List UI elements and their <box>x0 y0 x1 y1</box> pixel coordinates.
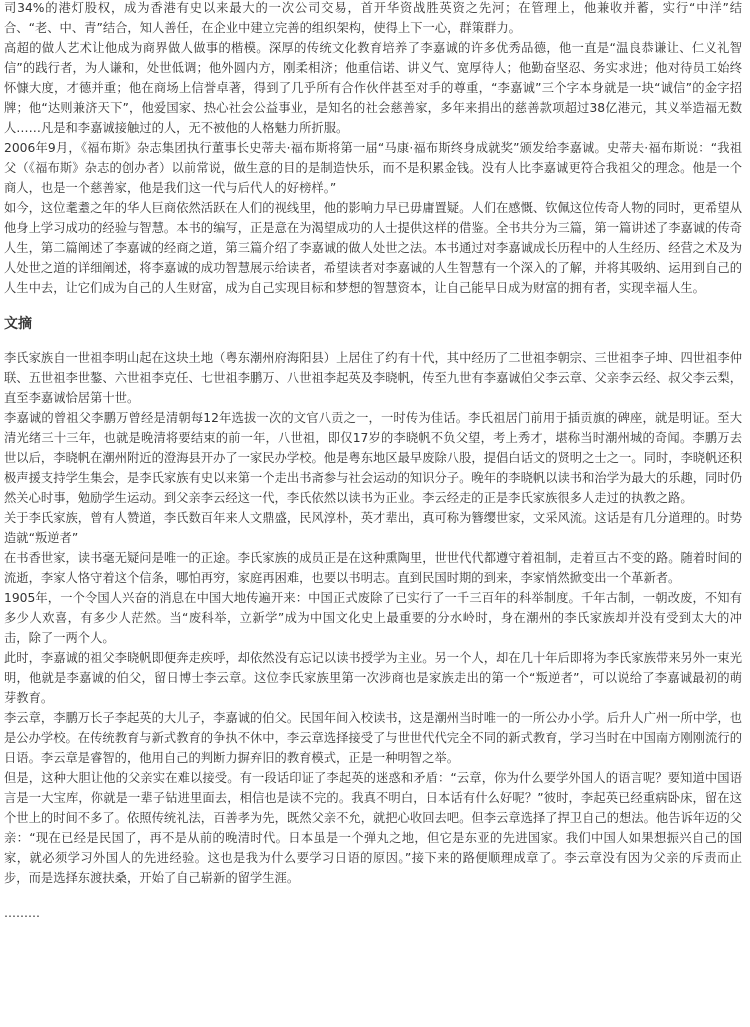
section-spacer <box>4 298 742 314</box>
ellipsis-text: ……… <box>4 906 40 920</box>
excerpt-paragraph-8: 但是，这种大胆让他的父亲实在难以接受。有一段话印证了李起英的迷惑和矛盾：“云章，你为什么要学外国人的语言呢？要知道中国语言是一大宝库，你就是一辈子钻进里面去，相信也是读不完的。我真不明白，日本话有什么好呢？”彼时，李起英已经重病卧床，留在这个世上的时间不多了。依照传统礼法，百善孝为先，既然父亲不允，就把心收回去吧。但李云章选择了捍卫自己的想法。他告诉年迈的父亲：“现在已经是民国了，再不是从前的晚清时代。日本虽是一个弹丸之地，但它是东亚的先进国家。我们中国人如果想振兴自己的国家，就必须学习外国人的先进经验。这也是我为什么要学习日语的原因。”接下来的路便顺理成章了。李云章没有因为父亲的斥责而止步，而是选择东渡扶桑，开始了自己崭新的留学生涯。 <box>4 771 742 885</box>
excerpt-paragraph-3: 关于李氏家族，曾有人赞道，李氏数百年来人文鼎盛，民风淳朴，英才辈出，真可称为簪缨世家，文采风流。这话是有几分道理的。时势造就“叛逆者” <box>4 511 742 545</box>
excerpt-paragraph-1: 李氏家族自一世祖李明山起在这块土地（粤东潮州府海阳县）上居住了约有十代，其中经历了二世祖李朝宗、三世祖李子坤、四世祖李仲联、五世祖李世鏊、六世祖李克任、七世祖李鹏万、八世祖李起英及李晓帆，传至九世有李嘉诚伯父李云章、父亲李云经、叔父李云梨，直至李嘉诚恰居第十世。 <box>4 351 742 405</box>
ellipsis-spacer <box>4 888 742 906</box>
article-page <box>4 0 742 920</box>
intro-paragraph-4: 如今，这位耄耋之年的华人巨商依然活跃在人们的视线里，他的影响力早已毋庸置疑。人们在感慨、钦佩这位传奇人物的同时，更希望从他身上学习成功的经验与智慧。本书的编写，正是意在为渴望成功的人士提供这样的借鉴。全书共分为三篇，第一篇讲述了李嘉诚的传奇人生，第二篇阐述了李嘉诚的经商之道，第三篇介绍了李嘉诚的做人处世之法。本书通过对李嘉诚成长历程中的人生经历、经营之术及为人处世之道的详细阐述，将李嘉诚的成功智慧展示给读者，希望读者对李嘉诚的人生智慧有一个深入的了解，并将其吸纳、运用到自己的人生中去，让它们成为自己的人生财富，成为自己实现目标和梦想的智慧资本，让自己能早日成为财富的拥有者，实现幸福人生。 <box>4 201 742 295</box>
excerpt-paragraph-2: 李嘉诚的曾祖父李鹏万曾经是清朝每12年选拔一次的文官八贡之一，一时传为佳话。李氏祖居门前用于插贡旗的碑座，就是明证。至大清光绪三十三年，也就是晚清将要结束的前一年，八世祖，即仅17岁的李晓帆不负父望，考上秀才，堪称当时潮州城的奇闻。李鹏万去世以后，李晓帆在潮州附近的澄海县开办了一家民办学校。他是粤东地区最早废除八股，提倡白话文的贤明之士之一。同时，李晓帆还积极声援支持学生集会，是李氏家族有史以来第一个走出书斋参与社会运动的知识分子。晚年的李晓帆以读书和治学为最大的乐趣，同时仍然关心时事，勉励学生运动。到父亲李云经这一代，李氏依然以读书为正业。李云经走的正是李氏家族很多人走过的执教之路。 <box>4 411 742 505</box>
excerpt-paragraph-7: 李云章，李鹏万长子李起英的大儿子，李嘉诚的伯父。民国年间入校读书，这是潮州当时唯一的一所公办小学。后升人广州一所中学，也是公办学校。在传统教育与新式教育的争执不休中，李云章选择接受了与世世代代完全不同的新式教育，学习当时在中国南方刚刚流行的日语。李云章是睿智的，他用自己的判断力摒弃旧的教育模式，正是一种明智之举。 <box>4 711 742 765</box>
intro-paragraph-1: 司34%的港灯股权，成为香港有史以来最大的一次公司交易，首开华资战胜英资之先河；在管理上，他兼收并蓄，实行“中洋”结合、“老、中、青”结合，知人善任，在企业中建立完善的组织架构，使得上下一心，群策群力。 <box>4 1 742 35</box>
excerpt-paragraph-5: 1905年，一个令国人兴奋的消息在中国大地传遍开来：中国正式废除了已实行了一千三百年的科举制度。千年古制，一朝改废，不知有多少人欢喜，有多少人茫然。当“废科举，立新学”成为中国文化史上最重要的分水岭时，身在潮州的李氏家族却并没有受到太大的冲击，除了一两个人。 <box>4 591 742 645</box>
section-spacer <box>4 334 742 348</box>
intro-paragraph-2: 高超的做人艺术让他成为商界做人做事的楷模。深厚的传统文化教育培养了李嘉诚的许多优秀品德，他一直是“温良恭谦让、仁义礼智信”的践行者，为人谦和，处世低调；他外圆内方，刚柔相济；他重信诺、讲义气、宽厚待人；他勤奋坚忍、务实求进；他对待员工始终怀慷大度，才德并重；他在商场上信誉卓著，得到了几乎所有合作伙伴甚至对手的尊重，“李嘉诚”三个字本身就是一块“诚信”的金字招牌；他“达则兼济天下”，他爱国家、热心社会公益事业，是知名的社会慈善家，多年来捐出的慈善款项超过38亿港元，其义举造福无数人……凡是和李嘉诚接触过的人，无不被他的人格魅力所折服。 <box>4 41 742 135</box>
excerpt-paragraph-4: 在书香世家，读书毫无疑问是唯一的正途。李氏家族的成员正是在这种熏陶里，世世代代都遵守着祖制，走着亘古不变的路。随着时间的流逝，李家人恪守着这个信条，哪怕再穷，家庭再困难，也要以书明志。直到民国时期的到来，李家悄然掀变出一个革新者。 <box>4 551 742 585</box>
intro-paragraph-3: 2006年9月，《福布斯》杂志集团执行董事长史蒂夫·福布斯将第一届“马康·福布斯终身成就奖”颁发给李嘉诚。史蒂夫·福布斯说：“我祖父（《福布斯》杂志的创办者）以前常说，做生意的目的是制造快乐，而不是积累金钱。没有人比李嘉诚更符合我祖父的理念。他是一个商人，也是一个慈善家，他是我们这一代与后代人的好榜样。” <box>4 141 742 195</box>
section-title: 文摘 <box>4 316 32 332</box>
excerpt-paragraph-6: 此时，李嘉诚的祖父李晓帆即便奔走疾呼，却依然没有忘记以读书授学为主业。另一个人，却在几十年后即将为李氏家族带来另外一束光明，他就是李嘉诚的伯父，留日博士李云章。这位李氏家族里第一次涉商也是家族走出的第一个“叛逆者”，可以说给了李嘉诚最初的萌芽教育。 <box>4 651 742 705</box>
